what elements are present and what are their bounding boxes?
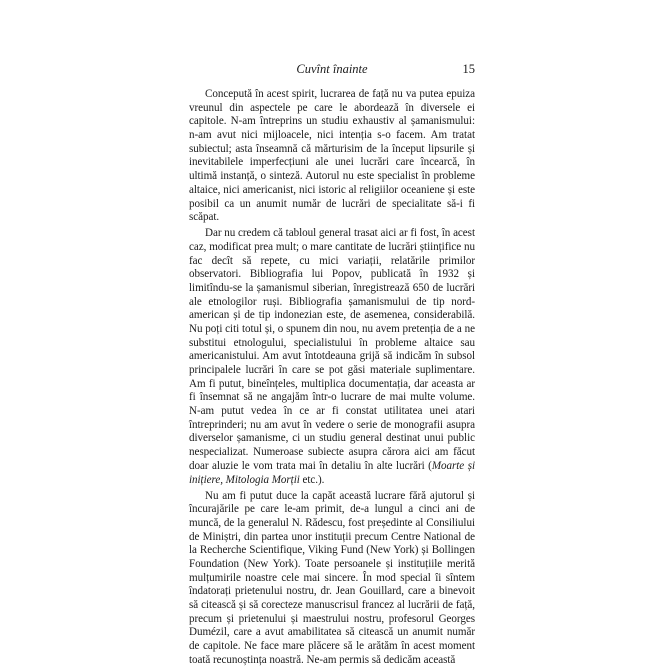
paragraph-text: Dar nu credem că tabloul general trasat aici ar fi fost, în acest caz, modificat prea mult; o mare cantitate de lucrări științifice nu fac decît să repete, cu mici variații, relatările primilor observatori. Bibliografia lui Popov, publicată în 1932 și limitîndu-se la șamanismul siberian, înregistrează 650 de lucrări ale etnologilor ruși. Bibliografia șamanismului de tip nord-american și de tip indonezian este, de asemenea, considerabilă. Nu poți citi totul și, o spunem din nou, nu avem pretenția de a ne substitui etnologului, specialistului în probleme altaice sau americanistului. Am avut întotdeauna grijă să indicăm în subsol principalele lucrări în care se pot găsi materiale suplimentare. Am fi putut, bineînțeles, multiplica documentația, dar aceasta ar fi însemnat să ne angajăm într-o lucrare de mai multe volume. N-am putut vedea în ce ar fi constat utilitatea unei atari întreprinderi; nu am avut în vedere o serie de monografii asupra diverselor șamanisme, ci un studiu general destinat unui public nespecializat. Numeroase subiecte asupra cărora aici am făcut doar aluzie le vom trata mai în detaliu în alte lucrări ( xyxy=(189,227,475,472)
running-head xyxy=(189,62,475,80)
running-title: Cuvînt înainte xyxy=(296,62,368,76)
body-text xyxy=(189,88,475,667)
paragraph-2 xyxy=(189,227,475,487)
paragraph-3 xyxy=(189,490,475,667)
paragraph-text: Concepută în acest spirit, lucrarea de față nu va putea epuiza vreunul din aspectele pe care le abordează în diversele ei capitole. N-am întreprins un studiu exhaustiv al șamanismului: n-am avut nici mijloacele, nici intenția s-o facem. Am tratat subiectul; asta înseamnă că mărturisim de la început lipsurile și inevitabilele imperfecțiuni ale unei lucrări care încearcă, în ultimă instanță, o sinteză. Autorul nu este specialist în probleme altaice, nici americanist, nici istoric al religiilor oceaniene și este posibil ca un anumit număr de lucrări de specialitate să-i fi scăpat. xyxy=(189,88,475,224)
paragraph-text: Nu am fi putut duce la capăt această lucrare fără ajutorul și încurajările pe care le-am primit, de-a lungul a cinci ani de muncă, de la generalul N. Rădescu, fost președinte al Consiliului de Miniștri, din partea unor instituții precum Centre National de la Recherche Scientifique, Viking Fund (New York) și Bollingen Foundation (New York). Toate persoanele și instituțiile merită mulțumirile noastre cele mai sincere. În mod special îi sîntem îndatorați prietenului nostru, dr. Jean Gouillard, care a binevoit să citească și să corecteze manuscrisul francez al lucrării de față, precum și prietenului și maestrului nostru, profesorul Georges Dumézil, care a avut amabilitatea să citească un anumit număr de capitole. Ne face mare plăcere să le arătăm în acest moment toată recunoștința noastră. Ne-am permis să dedicăm această xyxy=(189,489,475,666)
paragraph-text-end: etc.). xyxy=(299,473,325,486)
italic-book-titles: Moarte și inițiere, Mitologia Morții xyxy=(189,459,475,486)
page-number: 15 xyxy=(462,62,475,76)
paragraph-1 xyxy=(189,88,475,225)
